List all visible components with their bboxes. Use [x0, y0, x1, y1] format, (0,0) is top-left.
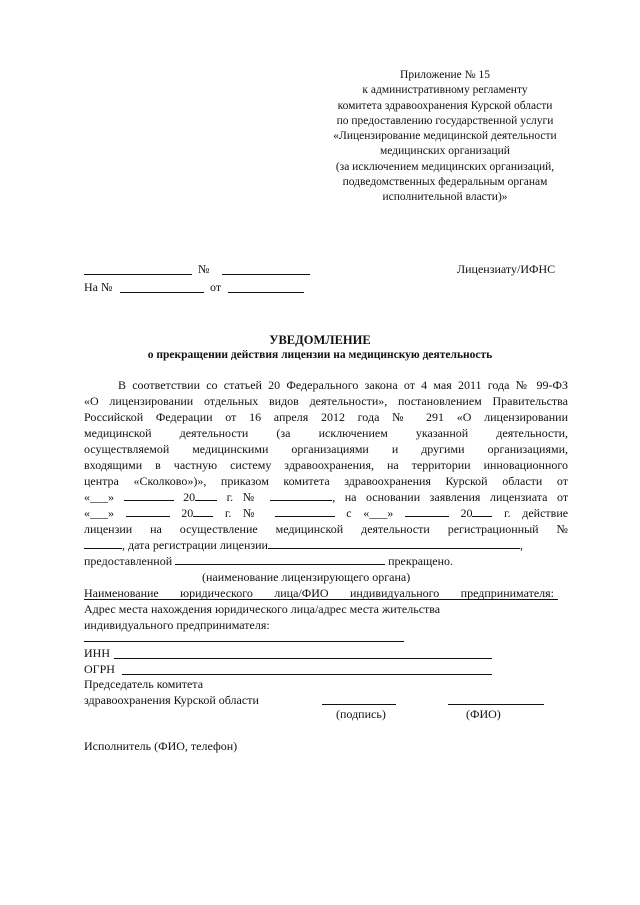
appendix-line: комитета здравоохранения Курской области: [337, 99, 553, 112]
appendix-line: исполнительной власти)»: [382, 191, 508, 204]
full-name-hint: (ФИО): [466, 707, 501, 721]
entity-label: Наименование юридического лица/ФИО индивидуального предпринимателя:: [84, 586, 554, 600]
license-line: лицензии на осуществление медицинской деятельности регистрационный №: [84, 522, 568, 536]
outgoing-number-line: [222, 274, 310, 275]
body-line: входящими в частную систему здравоохранения, на территории инновационного: [84, 458, 568, 472]
appendix-line: по предоставлению государственной услуги: [336, 114, 554, 127]
outgoing-ref-line: [84, 274, 192, 275]
appendix-line: Приложение № 15: [400, 69, 490, 81]
authority-hint: (наименование лицензирующего органа): [202, 570, 411, 584]
ogrn-label: ОГРН: [84, 662, 115, 676]
order-date-line: «___» 20 г. № , на основании заявления лицензиата от: [84, 490, 569, 504]
number-label: №: [198, 262, 210, 276]
incoming-date-line: [228, 292, 304, 293]
address-label: индивидуального предпринимателя:: [84, 618, 270, 632]
full-name-line: [448, 704, 544, 705]
addressee: Лицензиату/ИФНС: [457, 262, 556, 276]
appendix-block: [300, 68, 590, 206]
inn-label: ИНН: [84, 646, 110, 660]
appendix-line: «Лицензирование медицинской деятельности: [333, 130, 557, 143]
appendix-line: к административному регламенту: [362, 84, 528, 97]
address-line: [84, 641, 404, 642]
body-line: «О лицензировании отдельных видов деятельности», постановлением Правительства: [84, 394, 568, 408]
appendix-line: (за исключением медицинских организаций,: [335, 160, 555, 173]
from-label: от: [210, 280, 222, 294]
body-line: В соответствии со статьей 20 Федерального закона от 4 мая 2011 года № 99-ФЗ: [118, 378, 568, 392]
chair-title: Председатель комитета: [84, 677, 204, 691]
appendix-line: подведомственных федеральным органам: [342, 176, 548, 189]
inn-line: [114, 658, 492, 659]
chair-title: здравоохранения Курской области: [84, 693, 259, 707]
ogrn-line: [122, 674, 492, 675]
body-line: осуществляемой медицинскими организациями и другими организациями,: [84, 442, 568, 456]
document-title: УВЕДОМЛЕНИЕ: [269, 333, 371, 347]
application-date-line: «___» 20 г. № с «___» 20 г. действие: [84, 506, 569, 520]
body-line: Российской Федерации от 16 апреля 2012 года № 291 «О лицензировании: [84, 410, 568, 424]
signature-line: [322, 704, 396, 705]
incoming-number-line: [120, 292, 204, 293]
provided-line: предоставленной прекращено.: [84, 554, 454, 568]
appendix-line: медицинских организаций: [380, 145, 510, 158]
body-line: медицинской деятельности (за исключением указанной деятельности,: [84, 426, 568, 440]
entity-line: [84, 599, 558, 600]
on-number-label: На №: [84, 280, 113, 294]
address-label: Адрес места нахождения юридического лица/адрес места жительства: [84, 602, 441, 616]
document-subtitle: о прекращении действия лицензии на медицинскую деятельность: [147, 349, 493, 361]
body-paragraph: [84, 377, 568, 601]
signature-hint: (подпись): [336, 707, 386, 721]
executor-label: Исполнитель (ФИО, телефон): [84, 739, 238, 753]
registration-line: , дата регистрации лицензии ,: [84, 537, 568, 553]
body-line: центра «Сколково»)», приказом комитета здравоохранения Курской области от: [84, 474, 568, 488]
